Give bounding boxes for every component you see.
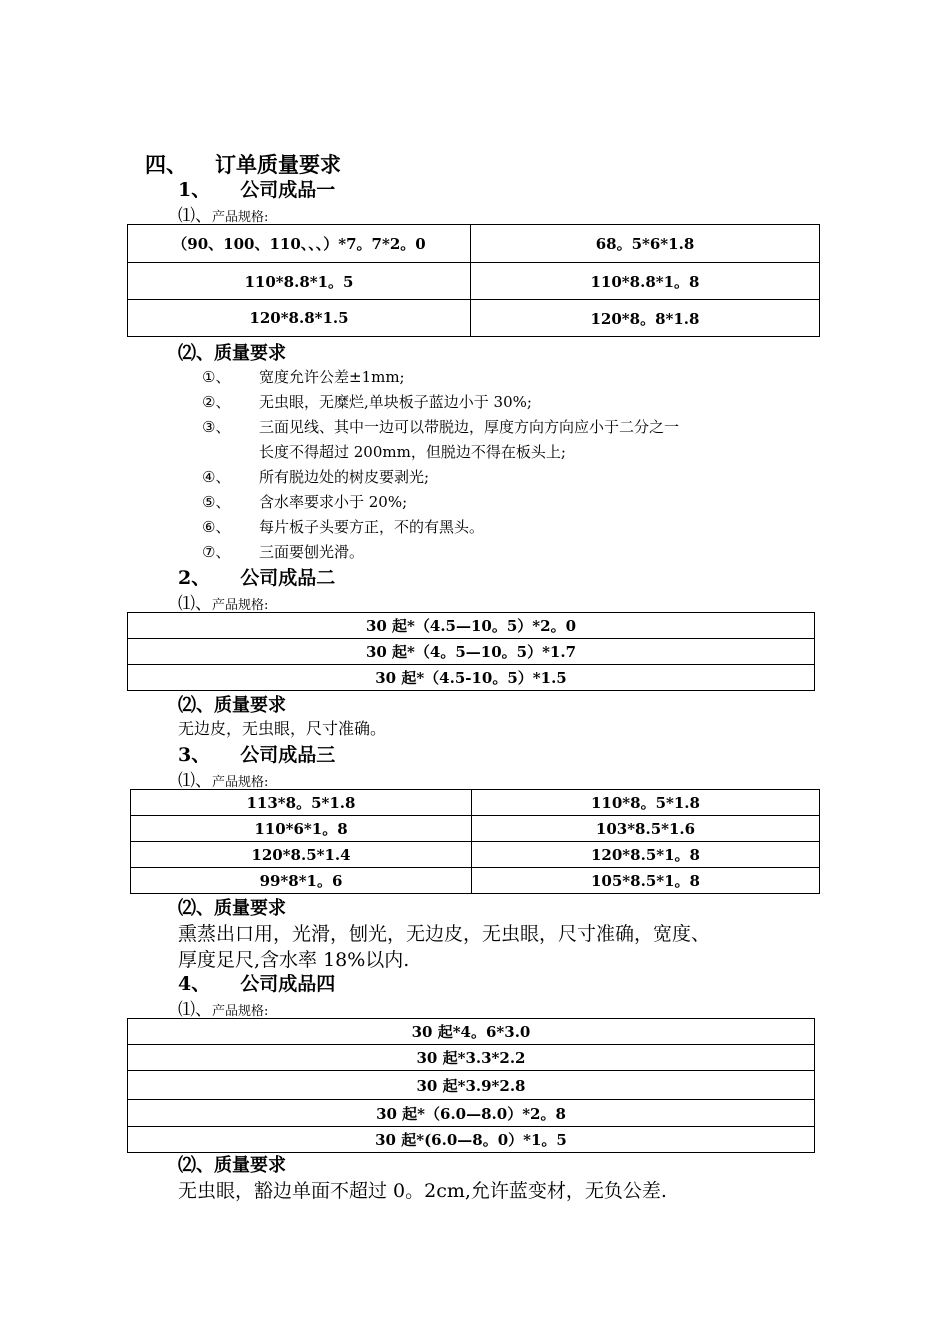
table-cell: 120*8.5*1。8: [472, 842, 820, 868]
product-heading-3: [178, 740, 335, 767]
spec-label-text: 产品规格:: [212, 1004, 269, 1019]
quality-text-2: 无边皮，无虫眼，尺寸准确。: [178, 719, 387, 738]
item-text: 三面见线、其中一边可以带脱边，厚度方向方向应小于二分之一: [259, 418, 680, 436]
table-cell: 68。5*6*1.8: [471, 225, 820, 263]
product-number: 2、: [178, 567, 211, 589]
item-mark: ①、: [202, 368, 231, 386]
table-row: [128, 1045, 815, 1071]
product-number: 4、: [178, 973, 211, 995]
spec-label-text: 产品规格:: [212, 775, 269, 790]
table-cell: 30 起*（6.0—8.0）*2。8: [128, 1100, 815, 1127]
item-text: 宽度允许公差±1mm;: [259, 368, 405, 386]
quality-text-3: 熏蒸出口用，光滑，刨光，无边皮，无虫眼，尺寸准确，宽度、: [178, 923, 711, 945]
table-cell: 110*8.8*1。8: [471, 263, 820, 300]
spec-label-text: 产品规格:: [212, 598, 269, 613]
quality-item: [202, 541, 364, 562]
item-mark: ④、: [202, 468, 231, 486]
table-row: [128, 300, 820, 337]
item-text: 每片板子头要方正，不的有黑头。: [259, 518, 485, 536]
product-title: 公司成品三: [240, 744, 336, 766]
item-text: 含水率要求小于 20%;: [259, 493, 408, 511]
table-row: [128, 639, 815, 665]
quality-item: [202, 516, 484, 537]
spec-label-mark: ⑴、: [178, 206, 212, 226]
spec-label-4: [178, 995, 268, 1020]
table-cell: 30 起*（4.5—10。5）*2。0: [128, 613, 815, 639]
quality-item: [202, 491, 407, 512]
table-cell: 103*8.5*1.6: [472, 816, 820, 842]
spec-table-2: [127, 612, 815, 691]
table-cell: 30 起*3.3*2.2: [128, 1045, 815, 1071]
table-cell: 110*6*1。8: [131, 816, 472, 842]
quality-item: [202, 416, 679, 437]
spec-label-mark: ⑴、: [178, 1000, 212, 1020]
product-title: 公司成品二: [240, 567, 336, 589]
quality-item: [202, 391, 532, 412]
table-row: [128, 613, 815, 639]
item-mark: ②、: [202, 393, 231, 411]
quality-label-2: ⑵、质量要求: [178, 695, 286, 716]
spec-table-1: [127, 224, 820, 337]
item-mark: ⑤、: [202, 493, 231, 511]
item-text: 无虫眼，无糜烂,单块板子蓝边小于 30%;: [259, 393, 532, 411]
item-mark: ③、: [202, 418, 231, 436]
spec-label-3: [178, 766, 268, 791]
item-mark: ⑥、: [202, 518, 231, 536]
quality-text-3b: 厚度足尺,含水率 18%以内.: [178, 949, 410, 971]
table-row: [128, 1100, 815, 1127]
spec-label-1: [178, 201, 268, 226]
table-row: [128, 225, 820, 263]
product-number: 1、: [178, 179, 211, 201]
quality-text-4: 无虫眼，豁边单面不超过 0。2cm,允许蓝变材，无负公差.: [178, 1180, 667, 1202]
table-cell: 30 起*（4.5-10。5）*1.5: [128, 665, 815, 691]
table-cell: 110*8。5*1.8: [472, 790, 820, 816]
table-row: [128, 1127, 815, 1153]
quality-label-4: ⑵、质量要求: [178, 1155, 286, 1176]
product-title: 公司成品四: [240, 973, 336, 995]
table-row: [128, 1019, 815, 1045]
table-cell: 99*8*1。6: [131, 868, 472, 894]
table-cell: 120*8。8*1.8: [471, 300, 820, 337]
table-row: [131, 816, 820, 842]
product-title: 公司成品一: [240, 179, 336, 201]
spec-label-2: [178, 589, 268, 614]
product-heading-1: [178, 175, 335, 202]
table-cell: 30 起*3.9*2.8: [128, 1071, 815, 1100]
spec-label-mark: ⑴、: [178, 771, 212, 791]
quality-item-continuation: 长度不得超过 200mm，但脱边不得在板头上;: [259, 443, 566, 461]
table-row: [131, 790, 820, 816]
product-heading-2: [178, 563, 335, 590]
product-heading-4: [178, 969, 335, 996]
table-row: [128, 665, 815, 691]
quality-label-3: ⑵、质量要求: [178, 898, 286, 919]
spec-table-3: [130, 789, 820, 894]
table-cell: 113*8。5*1.8: [131, 790, 472, 816]
item-text: 三面要刨光滑。: [259, 543, 365, 561]
product-number: 3、: [178, 744, 211, 766]
table-cell: 120*8.8*1.5: [128, 300, 471, 337]
spec-label-text: 产品规格:: [212, 210, 269, 225]
quality-item: [202, 366, 405, 387]
table-cell: 30 起*（4。5—10。5）*1.7: [128, 639, 815, 665]
table-cell: 120*8.5*1.4: [131, 842, 472, 868]
table-row: [131, 842, 820, 868]
spec-table-4: [127, 1018, 815, 1153]
table-cell: 30 起*4。6*3.0: [128, 1019, 815, 1045]
table-row: [128, 263, 820, 300]
quality-label-1: ⑵、质量要求: [178, 343, 286, 364]
section-title: 订单质量要求: [215, 152, 341, 177]
table-row: [128, 1071, 815, 1100]
section-number: 四、: [145, 152, 187, 177]
item-text: 所有脱边处的树皮要剥光;: [259, 468, 430, 486]
table-cell: 110*8.8*1。5: [128, 263, 471, 300]
table-cell: 30 起*(6.0—8。0）*1。5: [128, 1127, 815, 1153]
item-mark: ⑦、: [202, 543, 231, 561]
spec-label-mark: ⑴、: [178, 594, 212, 614]
quality-item: [202, 466, 429, 487]
table-row: [131, 868, 820, 894]
table-cell: （90、100、110、、、）*7。7*2。0: [128, 225, 471, 263]
table-cell: 105*8.5*1。8: [472, 868, 820, 894]
